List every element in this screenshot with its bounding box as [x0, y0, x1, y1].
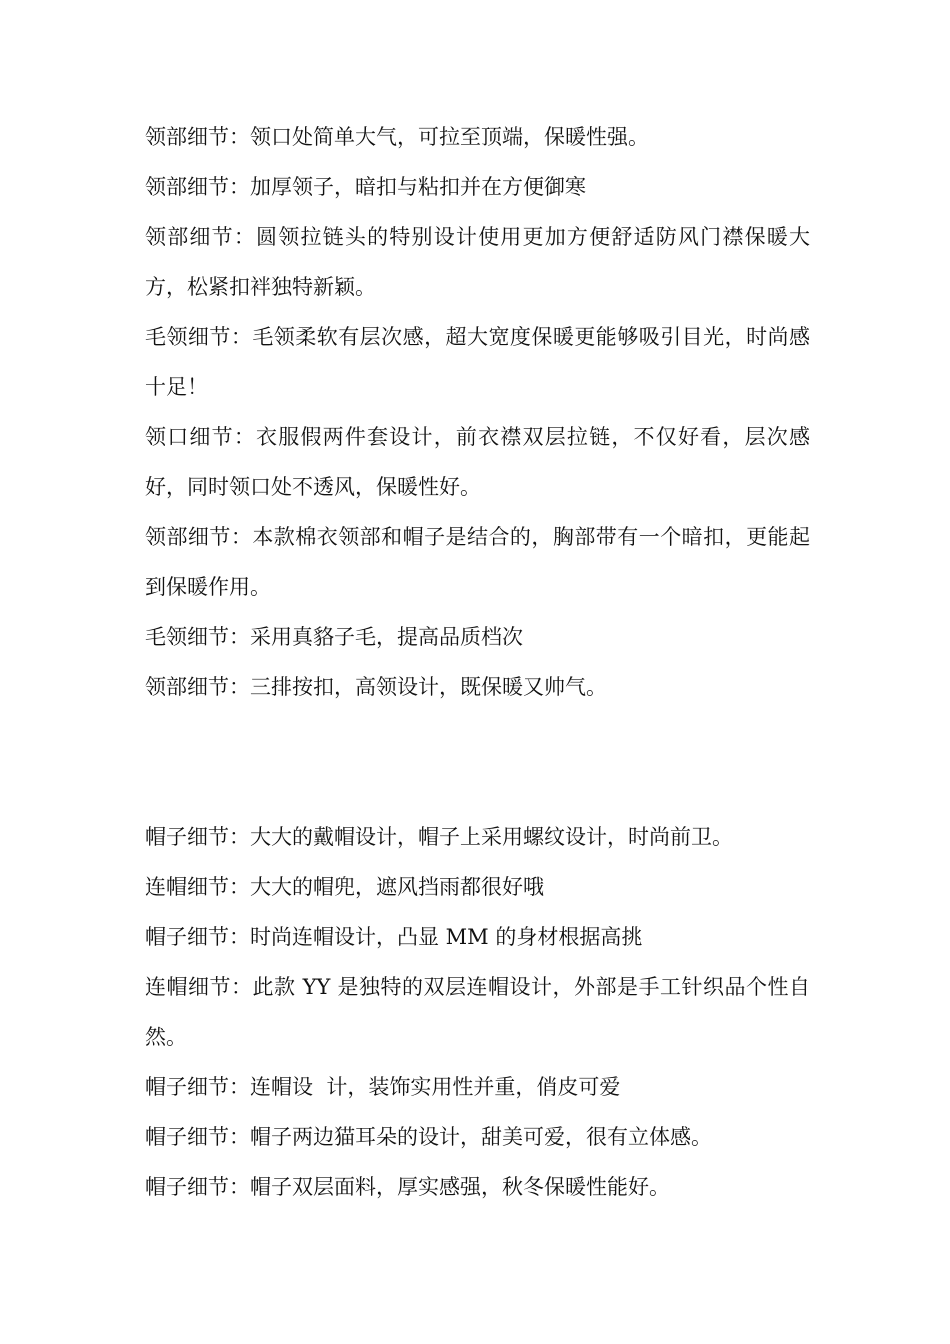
- collar-detail-paragraph: 领部细节：领口处简单大气，可拉至顶端，保暖性强。: [145, 125, 649, 149]
- hood-detail-paragraph: 帽子细节：连帽设 计，装饰实用性并重，俏皮可爱: [145, 1075, 621, 1099]
- collar-details-section: [145, 112, 810, 712]
- fur-collar-detail-paragraph: 毛领细节：采用真貉子毛，提高品质档次: [145, 625, 523, 649]
- hood-details-section: [145, 812, 810, 1212]
- section-spacer: [145, 712, 810, 812]
- document-body: [145, 112, 810, 1212]
- neckline-detail-paragraph: 领口细节：衣服假两件套设计，前衣襟双层拉链，不仅好看，层次感好，同时领口处不透风，保暖性好。: [145, 425, 810, 499]
- collar-detail-paragraph: 领部细节：圆领拉链头的特别设计使用更加方便舒适防风门襟保暖大方，松紧扣袢独特新颖。: [145, 225, 810, 299]
- collar-detail-paragraph: 领部细节：加厚领子，暗扣与粘扣并在方便御寒: [145, 175, 586, 199]
- collar-detail-paragraph: 领部细节：三排按扣，高领设计，既保暖又帅气。: [145, 675, 607, 699]
- hood-detail-paragraph: 帽子细节：时尚连帽设计，凸显 MM 的身材根据高挑: [145, 925, 643, 949]
- hood-detail-paragraph: 帽子细节：大大的戴帽设计，帽子上采用螺纹设计，时尚前卫。: [145, 825, 733, 849]
- hood-detail-paragraph: 帽子细节：帽子两边猫耳朵的设计，甜美可爱，很有立体感。: [145, 1125, 712, 1149]
- hood-detail-paragraph: 帽子细节：帽子双层面料，厚实感强，秋冬保暖性能好。: [145, 1175, 670, 1199]
- fur-collar-detail-paragraph: 毛领细节：毛领柔软有层次感，超大宽度保暖更能够吸引目光，时尚感十足！: [145, 325, 810, 399]
- collar-detail-paragraph: 领部细节：本款棉衣领部和帽子是结合的，胸部带有一个暗扣，更能起到保暖作用。: [145, 525, 810, 599]
- hood-detail-paragraph: 连帽细节：大大的帽兜，遮风挡雨都很好哦: [145, 875, 544, 899]
- hood-detail-paragraph: 连帽细节：此款 YY 是独特的双层连帽设计，外部是手工针织品个性自然。: [145, 975, 810, 1049]
